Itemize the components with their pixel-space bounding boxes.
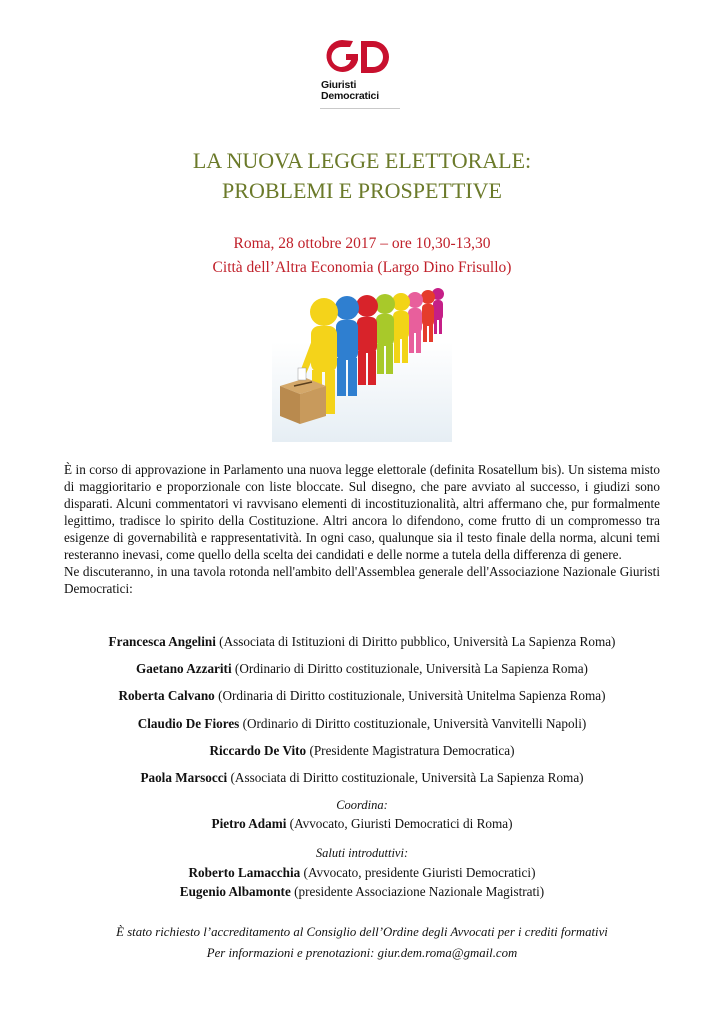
participant-role: (Ordinario di Diritto costituzionale, Università La Sapienza Roma) [234, 661, 588, 677]
participant-item [0, 742, 724, 769]
participant-name: Roberta Calvano [118, 688, 215, 704]
greeting-role: (Avvocato, presidente Giuristi Democratici) [303, 865, 536, 880]
participant-name: Riccardo De Vito [209, 742, 307, 758]
participant-role: (Ordinario di Diritto costituzionale, Università Vanvitelli Napoli) [242, 715, 587, 731]
participant-name: Francesca Angelini [108, 634, 216, 649]
title-line-2: PROBLEMI E PROSPETTIVE [222, 178, 502, 203]
greeting-role: (presidente Associazione Nazionale Magistrati) [294, 884, 545, 899]
event-location: Città dell’Altra Economia (Largo Dino Frisullo) [212, 259, 512, 276]
participant-name: Gaetano Azzariti [136, 661, 232, 677]
greetings-list [0, 863, 724, 901]
accreditation-note: È stato richiesto l’accreditamento al Consiglio dell’Ordine degli Avvocati per i crediti formativi [116, 925, 608, 939]
participant-role: (Associata di Diritto costituzionale, Università La Sapienza Roma) [230, 769, 584, 785]
people-voting-ballot-box-icon [272, 282, 452, 442]
greetings-label: Saluti introduttivi: [315, 846, 409, 860]
participant-item [0, 687, 724, 714]
logo-line-1: Giuristi [321, 79, 357, 91]
coordinator [0, 815, 724, 832]
greeting-name: Eugenio Albamonte [179, 884, 291, 899]
participant-role: (Associata di Istituzioni di Diritto pubblico, Università La Sapienza Roma) [219, 634, 616, 649]
logo-line-2: Democratici [321, 90, 379, 102]
description-paragraph-2: Ne discuteranno, in una tavola rotonda nell'ambito dell'Assemblea generale dell'Associazione Nazionale Giuristi Democratici: [64, 564, 660, 596]
logo-text [321, 80, 379, 102]
page-title [0, 146, 724, 206]
participant-item [0, 660, 724, 687]
description-paragraph-1: È in corso di approvazione in Parlamento una nuova legge elettorale (definita Rosatellum bis). Un sistema misto di maggioritario e proporzionale con liste bloccate. Sul disegno, che pare avviato al successo, i giudizi sono disparati. Alcuni commentatori vi ravvisano elementi di incostituzionalità, altri affermano che, pur formalmente legittimo, tradisce lo spirito della Costituzione. Altri ancora lo difendono, come frutto di un compromesso tra esigenze di governabilità e rappresentatività. In ogni caso, qualunque sia il testo finale della norma, alcuni temi resteranno inevasi, come quello della scelta dei candidati e delle norme a tutela della differenza di genere. [64, 462, 660, 562]
participant-name: Paola Marsocci [140, 769, 228, 785]
coordinator-name: Pietro Adami [211, 816, 287, 831]
coordinator-label: Coordina: [336, 798, 388, 812]
title-line-1: LA NUOVA LEGGE ELETTORALE: [192, 148, 532, 173]
participants-list [0, 633, 724, 796]
event-date-time: Roma, 28 ottobre 2017 – ore 10,30-13,30 [233, 235, 491, 252]
contact-info: Per informazioni e prenotazioni: giur.dem.roma@gmail.com [206, 946, 518, 960]
logo-divider [320, 108, 400, 109]
participant-item [0, 769, 724, 796]
greeting-item [0, 882, 724, 901]
greeting-item [0, 863, 724, 882]
greeting-name: Roberto Lamacchia [188, 865, 301, 880]
description [64, 461, 660, 597]
footer-notes [0, 922, 724, 964]
participant-item [0, 715, 724, 742]
participant-role: (Presidente Magistratura Democratica) [309, 742, 515, 758]
event-info [0, 232, 724, 280]
participant-role: (Ordinaria di Diritto costituzionale, Università Unitelma Sapienza Roma) [218, 688, 606, 704]
participant-name: Claudio De Fiores [137, 715, 240, 731]
coordinator-role: (Avvocato, Giuristi Democratici di Roma) [289, 816, 513, 831]
participant-item [0, 633, 724, 660]
